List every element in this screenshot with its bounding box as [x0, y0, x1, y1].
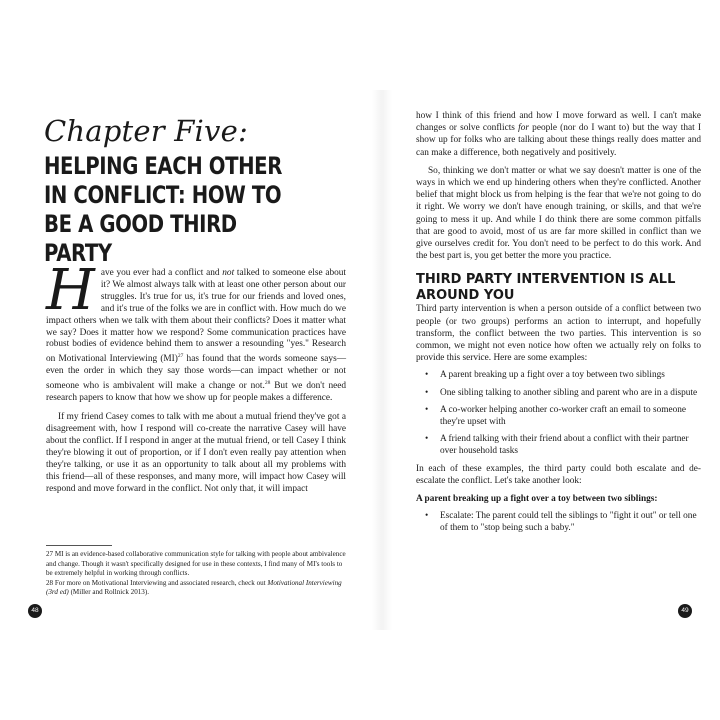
opening-paragraph: Have you ever had a conflict and not talked to someone else about it? We almost always talk with at least one other person about our struggles. It's true for us, it's true for our friends and loved ones, and it's true of the folks we are in conflict with. How much do we impact others when we talk with them about their conflicts? Does it matter what we say? Does it matter how we respond? Some communication practices have robust bodies of evidence behind them to answer a resounding "yes." Research on Motivational Interviewing (MI)$^{27}$ has found that the words someone says—even the order in which they say those words—can impact whether or not someone who is ambivalent will make a change or not.$^{28}$ But we don't need research papers to know that how we show up for people makes a difference. — [46, 258, 347, 404]
right-page — [416, 100, 701, 630]
intervention-paragraph: Third party intervention is when a person outside of a conflict between two people (or two groups) performs an action to interrupt, and hopefully transform, the conflict between the two parties. This intervention is so common, we might not even notice how often we actually rely on folks to provide this service. Here are some examples: — [416, 304, 701, 364]
left-page — [34, 100, 350, 630]
left-body — [46, 258, 347, 496]
footnote-28: 28 For more on Motivational Interviewing and associated research, check out Motivational Interviewing (3rd ed) (Miller and Rollnick 2013). — [46, 578, 342, 596]
bullet-icon: • — [425, 387, 429, 398]
belief-paragraph: So, thinking we don't matter or what we say doesn't matter is one of the ways in which we end up hindering others when they're conflicted. Another belief that might block us from helping is the fear that we're not going to do it right. We worry we don't have enough training, or skills, and that we're going to mess it up. And while I do think there are some common pitfalls that are good to avoid, most of us are far more skilled in conflict than we give ourselves credit for. You don't need to be perfect to do this work. And the best part is, you get better the more you practice. — [416, 165, 701, 262]
footnote-rule — [46, 545, 112, 546]
page-number-right: 49 — [678, 604, 692, 618]
drop-cap: H — [46, 258, 95, 323]
examples-list — [416, 369, 701, 457]
bullet-icon: • — [425, 404, 429, 415]
list-item: • A parent breaking up a fight over a toy between two siblings — [425, 370, 665, 381]
list-item: • A friend talking with their friend about a conflict with their partner over household tasks — [425, 434, 689, 457]
chapter-title: HELPING EACH OTHER IN CONFLICT: HOW TO BE A GOOD THIRD PARTY — [44, 152, 282, 267]
casey-paragraph: If my friend Casey comes to talk with me about a mutual friend they've got a disagreement with, how I respond will co-create the narrative Casey will have about the conflict. If I respond in anger at the mutual friend, or tell Casey I think they're blowing it out of proportion, or if I don't even really pay attention when they're talking, or use it as an opportunity to talk about all my problems with this friend—all of these responses, and many more, will impact how Casey will respond and move forward in the conflict. Not only that, it will impact — [46, 412, 346, 494]
footnote-27: 27 MI is an evidence-based collaborative communication style for talking with people about ambivalence and change. Though it wasn't specifically designed for use in these contexts, I find many of MI's tools to be extremely helpful in working through conflicts. — [46, 550, 346, 577]
escalate-intro-paragraph: In each of these examples, the third party could both escalate and de-escalate the conflict. Let's take another look: — [416, 463, 701, 486]
list-item: • Escalate: The parent could tell the siblings to "fight it out" or tell one of them to "stop being such a baby." — [425, 511, 697, 534]
section-heading: THIRD PARTY INTERVENTION IS ALL AROUND YOU — [416, 272, 676, 303]
footnote-ref-27: 27 — [177, 353, 184, 360]
footnote-ref-28: 28 — [264, 380, 271, 387]
example-heading: A parent breaking up a fight over a toy between two siblings: — [416, 494, 658, 505]
book-gutter — [372, 90, 392, 630]
bullet-icon: • — [425, 511, 429, 522]
page-number-left: 48 — [28, 604, 42, 618]
bullet-icon: • — [425, 434, 429, 445]
right-body — [416, 110, 701, 540]
bullet-icon: • — [425, 370, 429, 381]
footnotes — [46, 550, 346, 598]
continued-paragraph: how I think of this friend and how I move forward as well. I can't make changes or solve conflicts for people (nor do I want to) but the way that I show up for folks who are talking about these things really does matter and can make a difference, both negatively and positively. — [416, 111, 701, 158]
chapter-label: Chapter Five: — [44, 114, 248, 148]
escalation-list — [416, 510, 701, 534]
list-item: • A co-worker helping another co-worker craft an email to someone they're upset with — [425, 404, 687, 428]
list-item: • One sibling talking to another sibling and parent who are in a dispute — [425, 387, 698, 398]
